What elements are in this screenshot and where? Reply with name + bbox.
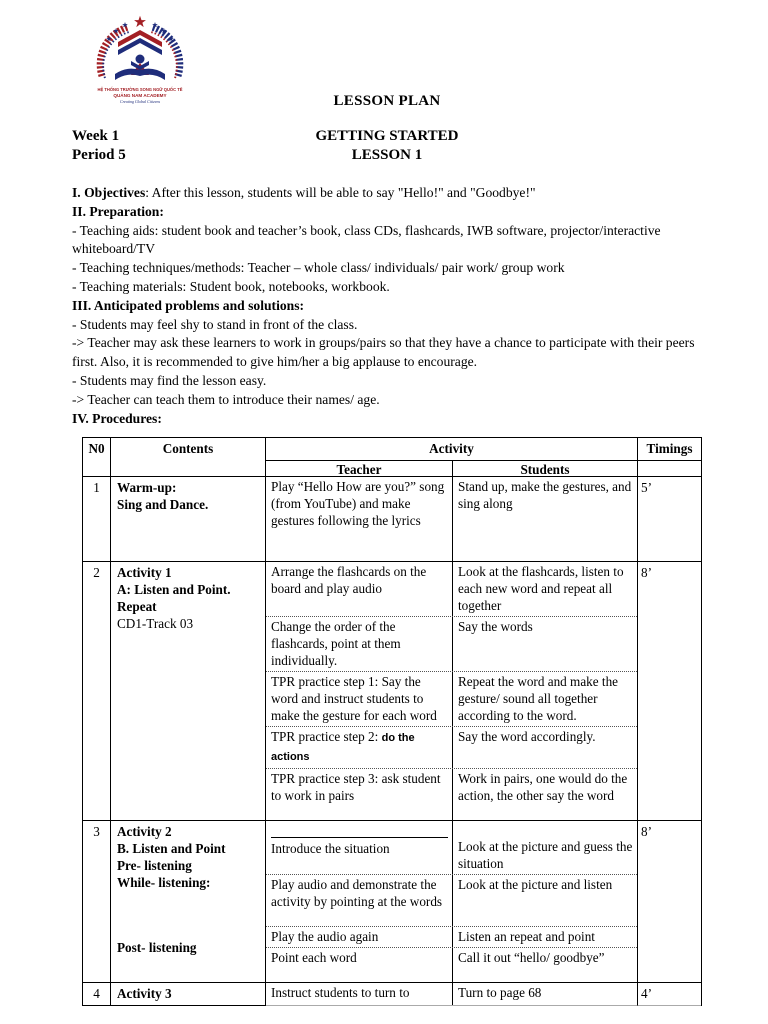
students-activity: Repeat the word and make the gesture/ sound all together according to the word. [458,674,619,724]
students-activity: Say the words [458,619,533,635]
row-number: 2 [83,562,111,820]
table-row [83,562,701,821]
teacher-activity: Arrange the flashcards on the board and play audio [266,562,453,616]
teacher-activity: Play the audio again [266,927,453,947]
week-unit-line [72,128,702,147]
table-row [83,477,701,562]
contents-line: A: Listen and Point. [117,582,231,598]
col-header-students: Students [453,461,638,477]
contents-line: Warm-up: [117,480,177,496]
table-header [83,438,701,477]
problems-heading: III. Anticipated problems and solutions: [72,297,305,313]
timing-value: 8’ [641,565,652,581]
students-activity: Look at the flashcards, listen to each new word and repeat all together [458,564,624,614]
teacher-activity: Play audio and demonstrate the activity by pointing at the words [266,875,453,926]
document-content [72,0,702,1006]
contents-line: Repeat [117,599,157,615]
table-row [83,821,701,983]
teacher-activity: Play “Hello How are you?” song (from YouTube) and make gestures following the lyrics [266,477,453,561]
teaching-techniques-line: - Teaching techniques/methods: Teacher – whole class/ individuals/ pair work/ group work [72,260,565,276]
timing-value: 8’ [641,824,652,840]
col-header-contents: Contents [111,438,266,477]
timing-value: 5’ [641,480,652,496]
students-activity: Look at the picture and listen [458,877,613,893]
contents-line: CD1-Track 03 [117,616,194,632]
logo-text-line2: QUẢNG NAM ACADEMY [113,93,167,98]
objectives-line: I. Objectives: After this lesson, students will be able to say "Hello!" and "Goodbye!" [72,185,536,200]
teacher-activity: Change the order of the flashcards, point at them individually. [266,617,453,671]
solution-1-line: -> Teacher may ask these learners to work in groups/pairs so that they have a chance to participate with their peers first. Also, it is recommended to give him/her a big applause to encourage. [72,335,695,370]
period-label: Period 5 [72,147,126,163]
teacher-activity: TPR practice step 1: Say the word and instruct students to make the gesture for each word [266,672,453,726]
contents-line: Activity 2 [117,824,172,840]
students-activity: Call it out “hello/ goodbye” [458,950,605,966]
teaching-aids-line: - Teaching aids: student book and teacher’s book, class CDs, flashcards, IWB software, projector/interactive whiteboard/TV [72,222,661,257]
solution-2-line: -> Teacher can teach them to introduce their names/ age. [72,391,380,407]
students-activity: Say the word accordingly. [458,729,596,745]
contents-line: Pre- listening [117,858,192,874]
lesson-title: LESSON 1 [351,147,423,163]
col-header-teacher: Teacher [266,461,453,477]
teacher-activity: TPR practice step 3: ask student to work in pairs [266,769,453,820]
teaching-materials-line: - Teaching materials: Student book, notebooks, workbook. [72,278,390,294]
logo-tagline: Creating Global Citizens [119,99,161,104]
period-lesson-line [72,147,702,166]
logo-text-line1: HỆ THỐNG TRƯỜNG SONG NGỮ QUỐC TẾ [97,87,183,92]
unit-title: GETTING STARTED [315,128,459,144]
students-activity: Work in pairs, one would do the action, the other say the word [458,771,628,804]
contents-line: Activity 1 [117,565,172,581]
contents-line: Activity 3 [117,986,172,1002]
procedures-heading: IV. Procedures: [72,410,162,426]
students-activity: Stand up, make the gestures, and sing along [458,479,632,512]
week-label: Week 1 [72,128,120,144]
contents-line: While- listening: [117,875,211,891]
problem-2-line: - Students may find the lesson easy. [72,372,267,388]
students-activity: Turn to page 68 [458,985,542,1001]
contents-line: Post- listening [117,940,197,956]
teacher-activity: TPR practice step 2: do the actions [266,727,453,768]
timing-value: 4’ [638,983,701,1006]
row-number: 1 [83,477,111,561]
problem-1-line: - Students may feel shy to stand in front of the class. [72,316,358,332]
table-row [83,983,701,1006]
procedures-table [82,437,702,1006]
contents-line: B. Listen and Point [117,841,226,857]
students-activity: Listen an repeat and point [458,929,595,945]
row-number: 3 [83,821,111,982]
teacher-activity: Introduce the situation [266,821,453,874]
lesson-sections [72,184,702,428]
students-activity: Look at the picture and guess the situation [458,839,633,872]
col-header-no: N0 [83,438,111,477]
teacher-activity: Point each word [266,948,453,982]
row-number: 4 [83,983,111,1006]
page-title: LESSON PLAN [333,93,441,109]
col-header-activity: Activity [266,438,638,461]
preparation-heading: II. Preparation: [72,203,164,219]
contents-line: Sing and Dance. [117,497,209,513]
teacher-activity: Instruct students to turn to [266,983,453,1005]
col-header-timings-empty [638,461,701,477]
col-header-timings: Timings [638,438,701,461]
